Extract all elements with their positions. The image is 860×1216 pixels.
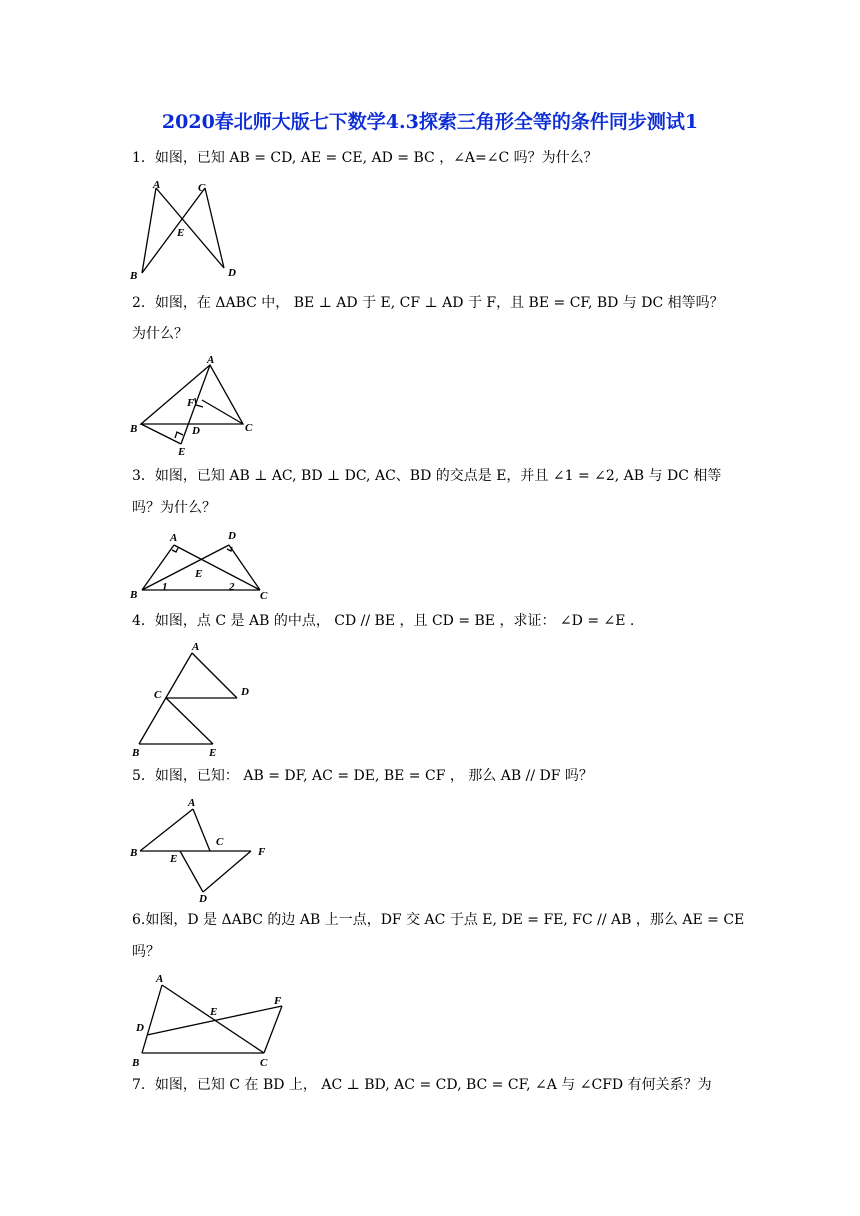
- fig5-label-C: C: [216, 836, 224, 848]
- fig5-label-A: A: [188, 797, 196, 809]
- fig1-label-B: B: [130, 270, 138, 282]
- fig2-label-D: D: [192, 425, 200, 437]
- fig1-label-D: D: [228, 267, 236, 279]
- question-6-line-2: 吗？: [132, 944, 160, 960]
- question-6-line-1: 6.如图，D 是 ΔABC 的边 AB 上一点，DF 交 AC 于点 E, DE = FE, FC // AB ，那么 AE = CE: [132, 912, 745, 928]
- fig3-label-D: D: [228, 530, 236, 542]
- question-2-line-2: 为什么？: [132, 326, 188, 342]
- fig6-label-A: A: [156, 973, 164, 985]
- figure-4: [128, 640, 258, 760]
- fig6-label-B: B: [132, 1057, 140, 1069]
- fig4-label-E: E: [209, 747, 217, 759]
- fig6-label-D: D: [136, 1022, 144, 1034]
- fig5-label-B: B: [130, 847, 138, 859]
- fig5-label-D: D: [199, 893, 207, 905]
- fig3-label-2: 2: [229, 581, 235, 593]
- fig4-label-A: A: [192, 641, 200, 653]
- figure-5: [128, 795, 273, 905]
- fig1-label-A: A: [153, 179, 161, 191]
- fig2-label-A: A: [207, 354, 215, 366]
- fig2-label-F: F: [187, 397, 195, 409]
- fig4-label-D: D: [241, 686, 249, 698]
- document-title: 2020春北师大版七下数学4.3探索三角形全等的条件同步测试1: [161, 111, 699, 133]
- fig5-label-F: F: [258, 846, 266, 858]
- fig4-label-C: C: [154, 689, 162, 701]
- question-1-text: 1．如图，已知 AB = CD, AE = CE, AD = BC ，∠A=∠C 吗？为什么？: [132, 150, 598, 166]
- fig3-label-C: C: [260, 590, 268, 602]
- figure-1: [128, 178, 248, 283]
- figure-6: [128, 970, 298, 1070]
- question-7-text: 7．如图，已知 C 在 BD 上， AC ⊥ BD, AC = CD, BC = CF, ∠A 与 ∠CFD 有何关系？为: [132, 1077, 712, 1093]
- fig3-label-1: 1: [162, 581, 168, 593]
- question-3-line-1: 3．如图，已知 AB ⊥ AC, BD ⊥ DC, AC、BD 的交点是 E，并且 ∠1 = ∠2, AB 与 DC 相等: [132, 468, 722, 484]
- question-3-line-2: 吗？为什么？: [132, 500, 216, 516]
- fig2-label-E: E: [178, 446, 186, 458]
- fig1-label-C: C: [198, 182, 206, 194]
- fig3-label-B: B: [130, 589, 138, 601]
- figure-3: [128, 528, 273, 603]
- fig6-label-E: E: [210, 1006, 218, 1018]
- question-5-text: 5．如图，已知： AB = DF, AC = DE, BE = CF ， 那么 AB // DF 吗？: [132, 768, 593, 784]
- fig3-label-A: A: [170, 532, 178, 544]
- fig4-label-B: B: [132, 747, 140, 759]
- fig2-label-B: B: [130, 423, 138, 435]
- fig2-label-C: C: [245, 422, 253, 434]
- question-4-text: 4．如图，点 C 是 AB 的中点， CD // BE ，且 CD = BE ，求证： ∠D = ∠E .: [132, 613, 635, 629]
- fig1-label-E: E: [177, 227, 185, 239]
- question-2-line-1: 2．如图，在 ΔABC 中， BE ⊥ AD 于 E, CF ⊥ AD 于 F，且 BE = CF, BD 与 DC 相等吗？: [132, 295, 724, 311]
- fig6-label-F: F: [274, 995, 282, 1007]
- fig6-label-C: C: [260, 1057, 268, 1069]
- fig5-label-E: E: [170, 853, 178, 865]
- figure-2: [128, 352, 258, 457]
- fig3-label-E: E: [195, 568, 203, 580]
